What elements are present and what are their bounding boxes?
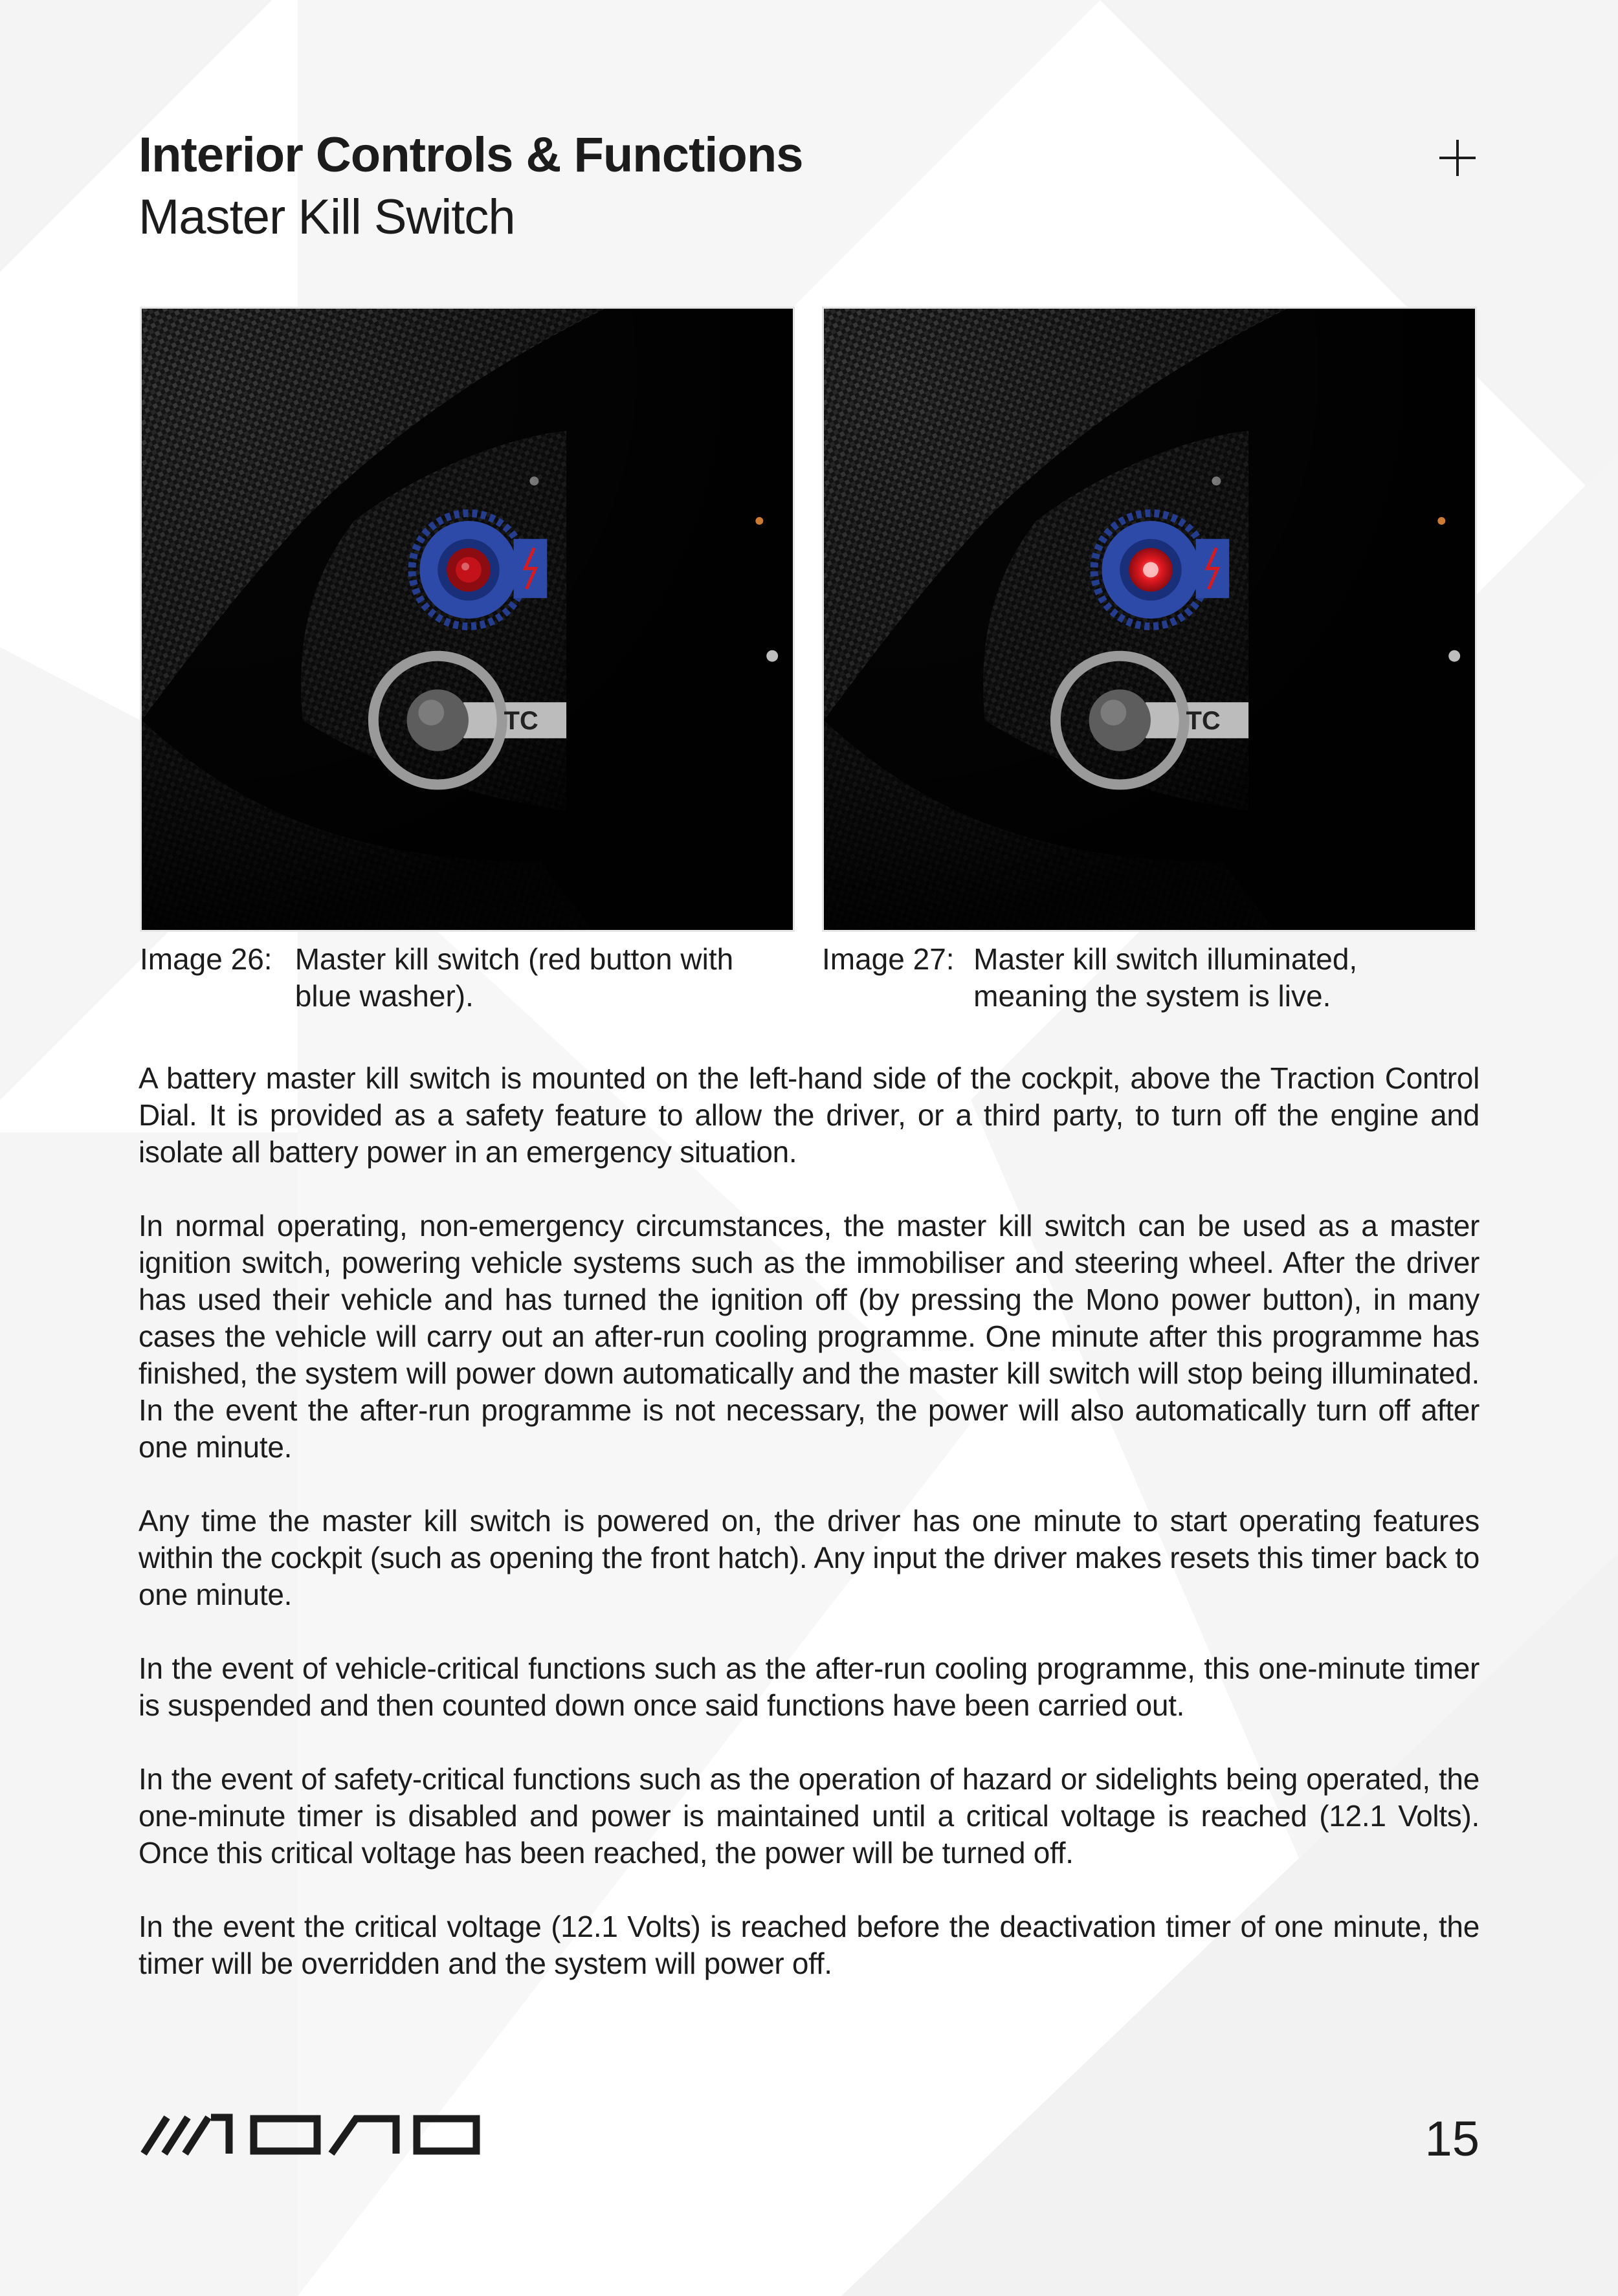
paragraph: In the event the critical voltage (12.1 Volts) is reached before the deactivation timer of one minute, the timer will be overridden and the system will power off. xyxy=(139,1910,1479,1980)
figure-label: Image 27: xyxy=(822,942,955,976)
paragraph: In the event of vehicle-critical functions such as the after-run cooling programme, this one-minute timer is suspended and then counted down once said functions have been carried out. xyxy=(139,1651,1479,1722)
kill-switch-illuminated-photo xyxy=(822,307,1477,932)
paragraph: Any time the master kill switch is powered on, the driver has one minute to start operating features within the cockpit (such as opening the front hatch). Any input the driver makes resets this timer back to one minute. xyxy=(139,1504,1479,1611)
figure-caption-text: Master kill switch (red button with blue washer). xyxy=(294,942,734,1013)
figure-caption xyxy=(140,941,795,1015)
tc-label: TC xyxy=(1186,706,1221,735)
page-title: Interior Controls & Functions xyxy=(139,127,803,182)
paragraph: In the event of safety-critical functions such as the operation of hazard or sidelights being operated, the one-minute timer is disabled and power is maintained until a critical voltage is reached (12.1 Volts). Once this critical voltage has been reached, the power will be turned off. xyxy=(139,1762,1479,1870)
figure-image-26 xyxy=(140,307,795,1015)
lightning-icon xyxy=(514,539,548,598)
plus-icon[interactable] xyxy=(1438,138,1477,177)
lightning-icon xyxy=(1196,539,1230,598)
page-subtitle: Master Kill Switch xyxy=(139,190,515,245)
tc-label: TC xyxy=(504,706,538,735)
figure-label: Image 26: xyxy=(140,942,272,976)
figure-caption xyxy=(822,941,1477,1015)
page-number: 15 xyxy=(1424,2112,1479,2167)
figure-caption-text: Master kill switch illuminated, meaning the system is live. xyxy=(973,942,1358,1013)
paragraph: In normal operating, non-emergency circumstances, the master kill switch can be used as a master ignition switch, powering vehicle systems such as the immobiliser and steering wheel. After the driver has used their vehicle and has turned the ignition off (by pressing the Mono power button), in many cases the vehicle will carry out an after-run cooling programme. One minute after this programme has finished, the system will power down automatically and the master kill switch will stop being illuminated. In the event the after-run programme is not necessary, the power will also automatically turn off after one minute. xyxy=(139,1209,1479,1464)
kill-switch-photo xyxy=(140,307,795,932)
paragraph: A battery master kill switch is mounted on the left-hand side of the cockpit, above the Traction Control Dial. It is provided as a safety feature to allow the driver, or a third party, to turn off the engine and isolate all battery power in an emergency situation. xyxy=(139,1061,1479,1169)
figure-image-27 xyxy=(822,307,1477,1015)
mono-logo xyxy=(139,2112,482,2158)
body-text xyxy=(139,1060,1479,2019)
